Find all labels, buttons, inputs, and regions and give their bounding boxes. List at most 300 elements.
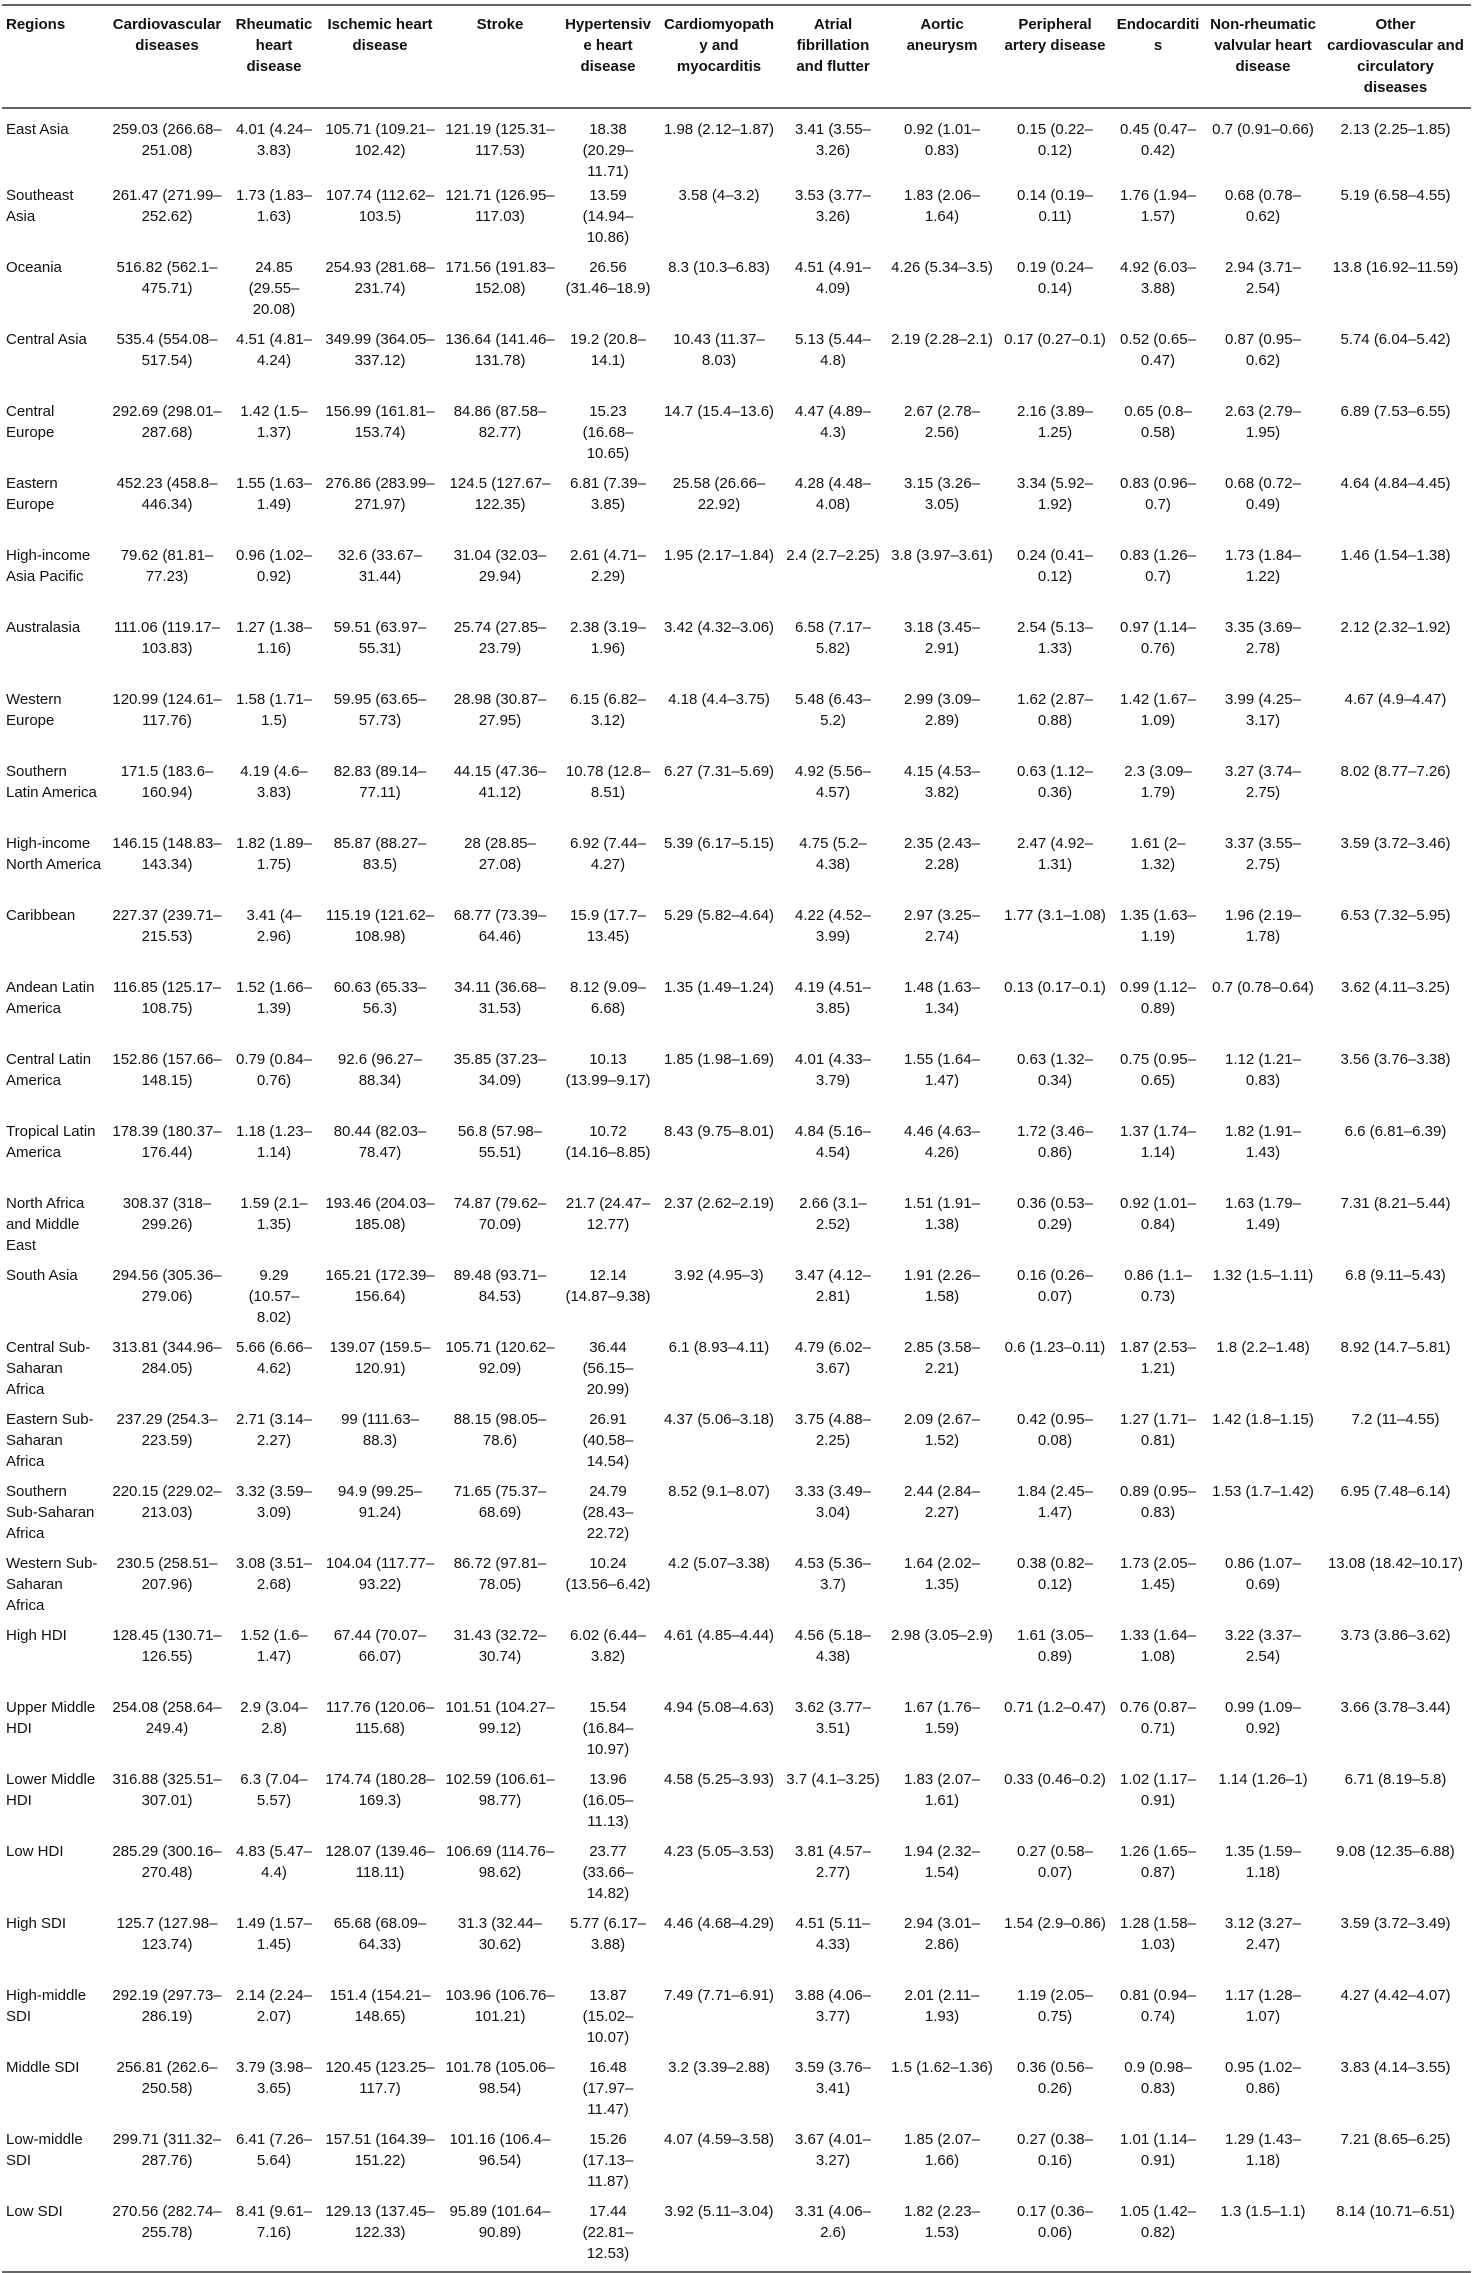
- value-cell: 1.82 (1.91–1.43): [1225, 1123, 1301, 1161]
- region-cell: Caribbean: [6, 907, 76, 924]
- value-cell: 0.81 (0.94–0.74): [1120, 1987, 1196, 2025]
- value-cell: 15.23 (16.68–10.65): [582, 403, 634, 462]
- value-cell: 1.85 (1.98–1.69): [663, 1051, 775, 1068]
- value-cell: 4.51 (5.11–4.33): [795, 1915, 871, 1953]
- value-cell: 261.47 (271.99–252.62): [112, 187, 222, 225]
- value-cell: 6.3 (7.04–5.57): [240, 1771, 308, 1809]
- value-cell: 99 (111.63–88.3): [341, 1411, 419, 1449]
- value-cell: 1.91 (2.26–1.58): [904, 1267, 980, 1305]
- value-cell: 84.86 (87.58–82.77): [453, 403, 547, 441]
- value-cell: 1.42 (1.5–1.37): [240, 403, 308, 441]
- value-cell: 1.42 (1.67–1.09): [1120, 691, 1196, 729]
- value-cell: 8.43 (9.75–8.01): [663, 1123, 775, 1140]
- value-cell: 292.19 (297.73–286.19): [112, 1987, 222, 2025]
- value-cell: 2.16 (3.89–1.25): [1017, 403, 1093, 441]
- value-cell: 28.98 (30.87–27.95): [453, 691, 547, 729]
- value-cell: 3.59 (3.72–3.49): [1340, 1915, 1451, 1932]
- value-cell: 124.5 (127.67–122.35): [449, 475, 551, 513]
- region-cell: Australasia: [6, 619, 81, 636]
- value-cell: 0.89 (0.95–0.83): [1120, 1483, 1196, 1521]
- value-cell: 1.52 (1.6–1.47): [240, 1627, 308, 1665]
- region-cell: Eastern Europe: [6, 475, 58, 513]
- table-row: [2, 1190, 1471, 1262]
- region-cell: Lower Middle HDI: [6, 1771, 96, 1809]
- region-cell: Low HDI: [6, 1843, 64, 1860]
- value-cell: 4.92 (6.03–3.88): [1120, 259, 1196, 297]
- value-cell: 3.56 (3.76–3.38): [1340, 1051, 1451, 1068]
- value-cell: 0.87 (0.95–0.62): [1225, 331, 1301, 369]
- region-cell: High-income North America: [6, 835, 102, 873]
- table-row: [2, 1406, 1471, 1478]
- value-cell: 516.82 (562.1–475.71): [116, 259, 218, 297]
- value-cell: 1.62 (2.87–0.88): [1017, 691, 1093, 729]
- value-cell: 0.63 (1.12–0.36): [1017, 763, 1093, 801]
- value-cell: 3.59 (3.76–3.41): [795, 2059, 871, 2097]
- value-cell: 8.41 (9.61–7.16): [228, 2198, 320, 2272]
- value-cell: 4.58 (5.25–3.93): [663, 1771, 775, 1788]
- value-cell: 1.19 (2.05–0.75): [1017, 1987, 1093, 2025]
- value-cell: 74.87 (79.62–70.09): [453, 1195, 547, 1233]
- value-cell: 101.51 (104.27–99.12): [445, 1699, 555, 1737]
- value-cell: 0.99 (1.09–0.92): [1225, 1699, 1301, 1737]
- region-cell: Western Europe: [6, 691, 62, 729]
- value-cell: 28 (28.85–27.08): [464, 835, 536, 873]
- value-cell: 7.2 (11–4.55): [1351, 1411, 1440, 1428]
- region-cell: South Asia: [6, 1267, 78, 1284]
- value-cell: 4.19 (4.51–3.85): [795, 979, 871, 1017]
- value-cell: 1.87 (2.53–1.21): [1120, 1339, 1196, 1377]
- value-cell: 1.12 (1.21–0.83): [1225, 1051, 1301, 1089]
- value-cell: 103.96 (106.76–101.21): [445, 1987, 555, 2025]
- value-cell: 13.96 (16.05–11.13): [582, 1771, 634, 1830]
- column-header: Stroke: [440, 5, 560, 108]
- table-row: [2, 614, 1471, 686]
- value-cell: 1.83 (2.07–1.61): [904, 1771, 980, 1809]
- value-cell: 0.68 (0.72–0.49): [1225, 475, 1301, 513]
- value-cell: 254.93 (281.68–231.74): [325, 259, 435, 297]
- value-cell: 4.47 (4.89–4.3): [795, 403, 871, 441]
- value-cell: 1.84 (2.45–1.47): [1017, 1483, 1093, 1521]
- value-cell: 1.73 (1.84–1.22): [1225, 547, 1301, 585]
- region-cell: Southeast Asia: [6, 187, 74, 225]
- region-cell: Western Sub-Saharan Africa: [6, 1555, 98, 1614]
- value-cell: 4.61 (4.85–4.44): [663, 1627, 775, 1644]
- table-row: [2, 182, 1471, 254]
- value-cell: 3.62 (3.77–3.51): [795, 1699, 871, 1737]
- value-cell: 4.67 (4.9–4.47): [1344, 691, 1447, 708]
- value-cell: 1.64 (2.02–1.35): [904, 1555, 980, 1593]
- value-cell: 25.74 (27.85–23.79): [453, 619, 547, 657]
- value-cell: 1.35 (1.49–1.24): [663, 979, 775, 996]
- value-cell: 4.22 (4.52–3.99): [795, 907, 871, 945]
- value-cell: 24.85 (29.55–20.08): [248, 259, 300, 318]
- value-cell: 14.7 (15.4–13.6): [663, 403, 775, 420]
- value-cell: 3.37 (3.55–2.75): [1225, 835, 1301, 873]
- column-header: Endocarditis: [1110, 5, 1206, 108]
- value-cell: 1.82 (2.23–1.53): [884, 2198, 1000, 2272]
- value-cell: 16.48 (17.97–11.47): [582, 2059, 634, 2118]
- value-cell: 2.94 (3.01–2.86): [904, 1915, 980, 1953]
- value-cell: 4.53 (5.36–3.7): [795, 1555, 871, 1593]
- value-cell: 0.36 (0.56–0.26): [1017, 2059, 1093, 2097]
- table-row: [2, 2054, 1471, 2126]
- value-cell: 171.5 (183.6–160.94): [120, 763, 214, 801]
- value-cell: 1.27 (1.38–1.16): [236, 619, 312, 657]
- region-cell: Oceania: [6, 259, 62, 276]
- region-cell: Central Sub-Saharan Africa: [6, 1339, 91, 1398]
- region-cell: Low-middle SDI: [6, 2131, 83, 2169]
- value-cell: 105.71 (120.62–92.09): [445, 1339, 555, 1377]
- value-cell: 0.83 (0.96–0.7): [1120, 475, 1196, 513]
- value-cell: 1.61 (2–1.32): [1130, 835, 1186, 873]
- value-cell: 88.15 (98.05–78.6): [453, 1411, 547, 1449]
- value-cell: 1.42 (1.8–1.15): [1212, 1411, 1314, 1428]
- value-cell: 4.2 (5.07–3.38): [668, 1555, 770, 1572]
- value-cell: 15.9 (17.7–13.45): [570, 907, 646, 945]
- column-header: Regions: [2, 5, 106, 108]
- value-cell: 4.51 (4.91–4.09): [795, 259, 871, 297]
- value-cell: 1.02 (1.17–0.91): [1120, 1771, 1196, 1809]
- value-cell: 65.68 (68.09–64.33): [333, 1915, 427, 1953]
- value-cell: 0.38 (0.82–0.12): [1017, 1555, 1093, 1593]
- value-cell: 3.8 (3.97–3.61): [891, 547, 993, 564]
- value-cell: 4.51 (4.81–4.24): [236, 331, 312, 369]
- value-cell: 0.42 (0.95–0.08): [1017, 1411, 1093, 1449]
- value-cell: 0.19 (0.24–0.14): [1017, 259, 1093, 297]
- value-cell: 111.06 (119.17–103.83): [114, 619, 220, 657]
- value-cell: 26.91 (40.58–14.54): [582, 1411, 634, 1470]
- value-cell: 1.33 (1.64–1.08): [1120, 1627, 1196, 1665]
- column-header: Other cardiovascular and circulatory diseases: [1320, 5, 1471, 108]
- value-cell: 117.76 (120.06–115.68): [325, 1699, 435, 1737]
- value-cell: 1.49 (1.57–1.45): [236, 1915, 312, 1953]
- value-cell: 10.72 (14.16–8.85): [565, 1123, 651, 1161]
- value-cell: 0.97 (1.14–0.76): [1120, 619, 1196, 657]
- value-cell: 6.02 (6.44–3.82): [570, 1627, 646, 1665]
- value-cell: 1.5 (1.62–1.36): [891, 2059, 993, 2076]
- region-cell: Upper Middle HDI: [6, 1699, 96, 1737]
- value-cell: 4.46 (4.63–4.26): [904, 1123, 980, 1161]
- value-cell: 0.36 (0.53–0.29): [1017, 1195, 1093, 1233]
- value-cell: 7.31 (8.21–5.44): [1340, 1195, 1451, 1212]
- value-cell: 0.79 (0.84–0.76): [236, 1051, 312, 1089]
- value-cell: 1.83 (2.06–1.64): [904, 187, 980, 225]
- value-cell: 3.81 (4.57–2.77): [795, 1843, 871, 1881]
- value-cell: 5.13 (5.44–4.8): [795, 331, 871, 369]
- value-cell: 316.88 (325.51–307.01): [112, 1771, 222, 1809]
- region-cell: High-income Asia Pacific: [6, 547, 91, 585]
- value-cell: 23.77 (33.66–14.82): [582, 1843, 634, 1902]
- value-cell: 3.12 (3.27–2.47): [1225, 1915, 1301, 1953]
- value-cell: 6.1 (8.93–4.11): [668, 1339, 770, 1356]
- value-cell: 230.5 (258.51–207.96): [116, 1555, 218, 1593]
- value-cell: 1.55 (1.63–1.49): [236, 475, 312, 513]
- value-cell: 3.67 (4.01–3.27): [795, 2131, 871, 2169]
- value-cell: 6.6 (6.81–6.39): [1344, 1123, 1447, 1140]
- column-header: Peripheral artery disease: [1000, 5, 1110, 108]
- value-cell: 2.99 (3.09–2.89): [904, 691, 980, 729]
- table-row: [2, 398, 1471, 470]
- value-cell: 107.74 (112.62–103.5): [325, 187, 435, 225]
- value-cell: 3.62 (4.11–3.25): [1341, 979, 1450, 996]
- value-cell: 1.37 (1.74–1.14): [1120, 1123, 1196, 1161]
- value-cell: 24.79 (28.43–22.72): [582, 1483, 634, 1542]
- column-header: Hypertensive heart disease: [560, 5, 656, 108]
- table-row: [2, 2126, 1471, 2198]
- value-cell: 1.35 (1.63–1.19): [1120, 907, 1196, 945]
- value-cell: 3.79 (3.98–3.65): [236, 2059, 312, 2097]
- value-cell: 2.71 (3.14–2.27): [236, 1411, 312, 1449]
- table-row: [2, 1478, 1471, 1550]
- value-cell: 220.15 (229.02–213.03): [112, 1483, 222, 1521]
- value-cell: 2.01 (2.11–1.93): [904, 1987, 980, 2025]
- value-cell: 116.85 (125.17–108.75): [112, 979, 222, 1017]
- value-cell: 0.6 (1.23–0.11): [1004, 1339, 1106, 1356]
- value-cell: 3.83 (4.14–3.55): [1340, 2059, 1451, 2076]
- column-header: Non-rheumatic valvular heart disease: [1206, 5, 1320, 108]
- value-cell: 3.47 (4.12–2.81): [795, 1267, 871, 1305]
- table-row: [2, 686, 1471, 758]
- region-cell: Tropical Latin America: [6, 1123, 96, 1161]
- value-cell: 3.08 (3.51–2.68): [236, 1555, 312, 1593]
- value-cell: 4.23 (5.05–3.53): [663, 1843, 775, 1860]
- value-cell: 5.48 (6.43–5.2): [795, 691, 871, 729]
- value-cell: 146.15 (148.83–143.34): [112, 835, 222, 873]
- table-row: [2, 758, 1471, 830]
- value-cell: 3.15 (3.26–3.05): [904, 475, 980, 513]
- table-row: [2, 1550, 1471, 1622]
- data-table: [2, 4, 1471, 2273]
- value-cell: 1.58 (1.71–1.5): [236, 691, 312, 729]
- value-cell: 104.04 (117.77–93.22): [325, 1555, 435, 1593]
- value-cell: 2.37 (2.62–2.19): [663, 1195, 775, 1212]
- value-cell: 10.13 (13.99–9.17): [565, 1051, 651, 1089]
- value-cell: 10.43 (11.37–8.03): [673, 331, 765, 369]
- value-cell: 2.12 (2.32–1.92): [1340, 619, 1451, 636]
- value-cell: 6.89 (7.53–6.55): [1340, 403, 1451, 420]
- value-cell: 2.3 (3.09–1.79): [1124, 763, 1192, 801]
- value-cell: 3.58 (4–3.2): [678, 187, 760, 204]
- value-cell: 5.19 (6.58–4.55): [1340, 187, 1451, 204]
- value-cell: 3.34 (5.92–1.92): [1017, 475, 1093, 513]
- value-cell: 1.3 (1.5–1.1): [1206, 2198, 1320, 2272]
- table-row: [2, 326, 1471, 398]
- value-cell: 1.67 (1.76–1.59): [904, 1699, 980, 1737]
- value-cell: 2.98 (3.05–2.9): [891, 1627, 993, 1644]
- value-cell: 2.09 (2.67–1.52): [904, 1411, 980, 1449]
- value-cell: 10.24 (13.56–6.42): [565, 1555, 651, 1593]
- value-cell: 256.81 (262.6–250.58): [116, 2059, 218, 2097]
- value-cell: 120.99 (124.61–117.76): [112, 691, 222, 729]
- value-cell: 0.14 (0.19–0.11): [1017, 187, 1093, 225]
- value-cell: 294.56 (305.36–279.06): [112, 1267, 222, 1305]
- column-header: Rheumatic heart disease: [228, 5, 320, 108]
- value-cell: 3.18 (3.45–2.91): [904, 619, 980, 657]
- value-cell: 1.48 (1.63–1.34): [904, 979, 980, 1017]
- value-cell: 8.92 (14.7–5.81): [1340, 1339, 1451, 1356]
- value-cell: 15.54 (16.84–10.97): [582, 1699, 634, 1758]
- value-cell: 68.77 (73.39–64.46): [453, 907, 547, 945]
- table-row: [2, 1694, 1471, 1766]
- value-cell: 2.19 (2.28–2.1): [891, 331, 993, 348]
- value-cell: 4.83 (5.47–4.4): [236, 1843, 312, 1881]
- value-cell: 0.86 (1.1–0.73): [1124, 1267, 1192, 1305]
- table-container: [0, 4, 1473, 2273]
- table-body: [2, 108, 1471, 2272]
- value-cell: 136.64 (141.46–131.78): [445, 331, 555, 369]
- region-cell: East Asia: [6, 121, 69, 138]
- value-cell: 1.18 (1.23–1.14): [236, 1123, 312, 1161]
- value-cell: 1.73 (1.83–1.63): [236, 187, 312, 225]
- value-cell: 1.17 (1.28–1.07): [1225, 1987, 1301, 2025]
- value-cell: 193.46 (204.03–185.08): [325, 1195, 435, 1233]
- region-cell: Central Asia: [6, 331, 87, 348]
- value-cell: 6.41 (7.26–5.64): [236, 2131, 312, 2169]
- value-cell: 36.44 (56.15–20.99): [582, 1339, 634, 1398]
- value-cell: 4.28 (4.48–4.08): [795, 475, 871, 513]
- value-cell: 1.05 (1.42–0.82): [1110, 2198, 1206, 2272]
- value-cell: 1.77 (3.1–1.08): [1004, 907, 1106, 924]
- value-cell: 31.43 (32.72–30.74): [453, 1627, 547, 1665]
- value-cell: 1.76 (1.94–1.57): [1120, 187, 1196, 225]
- value-cell: 1.28 (1.58–1.03): [1120, 1915, 1196, 1953]
- value-cell: 13.87 (15.02–10.07): [582, 1987, 634, 2046]
- value-cell: 0.92 (1.01–0.84): [1120, 1195, 1196, 1233]
- value-cell: 5.29 (5.82–4.64): [663, 907, 775, 924]
- value-cell: 4.75 (5.2–4.38): [799, 835, 867, 873]
- value-cell: 299.71 (311.32–287.76): [112, 2131, 222, 2169]
- value-cell: 3.32 (3.59–3.09): [236, 1483, 312, 1521]
- value-cell: 95.89 (101.64–90.89): [440, 2198, 560, 2272]
- value-cell: 12.14 (14.87–9.38): [565, 1267, 651, 1305]
- value-cell: 2.35 (2.43–2.28): [904, 835, 980, 873]
- value-cell: 1.72 (3.46–0.86): [1017, 1123, 1093, 1161]
- table-row: [2, 1334, 1471, 1406]
- value-cell: 4.37 (5.06–3.18): [663, 1411, 775, 1428]
- value-cell: 0.92 (1.01–0.83): [904, 121, 980, 159]
- value-cell: 254.08 (258.64–249.4): [112, 1699, 222, 1737]
- value-cell: 1.55 (1.64–1.47): [904, 1051, 980, 1089]
- value-cell: 0.95 (1.02–0.86): [1225, 2059, 1301, 2097]
- table-row: [2, 1766, 1471, 1838]
- value-cell: 101.78 (105.06–98.54): [445, 2059, 555, 2097]
- value-cell: 6.8 (9.11–5.43): [1345, 1267, 1446, 1284]
- value-cell: 3.92 (4.95–3): [674, 1267, 764, 1284]
- value-cell: 19.2 (20.8–14.1): [570, 331, 646, 369]
- value-cell: 6.92 (7.44–4.27): [570, 835, 646, 873]
- region-cell: Middle SDI: [6, 2059, 80, 2076]
- value-cell: 0.27 (0.58–0.07): [1017, 1843, 1093, 1881]
- value-cell: 276.86 (283.99–271.97): [325, 475, 435, 513]
- value-cell: 2.44 (2.84–2.27): [904, 1483, 980, 1521]
- value-cell: 102.59 (106.61–98.77): [445, 1771, 555, 1809]
- value-cell: 1.46 (1.54–1.38): [1340, 547, 1451, 564]
- column-header: Cardiovascular diseases: [106, 5, 228, 108]
- value-cell: 4.01 (4.24–3.83): [236, 121, 312, 159]
- value-cell: 0.16 (0.26–0.07): [1017, 1267, 1093, 1305]
- value-cell: 3.92 (5.11–3.04): [656, 2198, 782, 2272]
- value-cell: 0.17 (0.36–0.06): [1000, 2198, 1110, 2272]
- value-cell: 0.15 (0.22–0.12): [1017, 121, 1093, 159]
- value-cell: 0.9 (0.98–0.83): [1124, 2059, 1192, 2097]
- region-cell: North Africa and Middle East: [6, 1195, 85, 1254]
- value-cell: 9.29 (10.57–8.02): [248, 1267, 300, 1326]
- value-cell: 5.74 (6.04–5.42): [1340, 331, 1451, 348]
- value-cell: 4.79 (6.02–3.67): [795, 1339, 871, 1377]
- value-cell: 31.04 (32.03–29.94): [453, 547, 547, 585]
- value-cell: 270.56 (282.74–255.78): [106, 2198, 228, 2272]
- value-cell: 86.72 (97.81–78.05): [453, 1555, 547, 1593]
- value-cell: 0.33 (0.46–0.2): [1004, 1771, 1106, 1788]
- value-cell: 8.12 (9.09–6.68): [570, 979, 646, 1017]
- value-cell: 4.56 (5.18–4.38): [795, 1627, 871, 1665]
- value-cell: 2.97 (3.25–2.74): [904, 907, 980, 945]
- value-cell: 0.96 (1.02–0.92): [236, 547, 312, 585]
- value-cell: 0.45 (0.47–0.42): [1120, 121, 1196, 159]
- value-cell: 6.15 (6.82–3.12): [570, 691, 646, 729]
- value-cell: 3.99 (4.25–3.17): [1225, 691, 1301, 729]
- value-cell: 3.22 (3.37–2.54): [1225, 1627, 1301, 1665]
- value-cell: 2.13 (2.25–1.85): [1340, 121, 1451, 138]
- table-row: [2, 1982, 1471, 2054]
- value-cell: 2.66 (3.1–2.52): [799, 1195, 867, 1233]
- value-cell: 3.27 (3.74–2.75): [1225, 763, 1301, 801]
- value-cell: 227.37 (239.71–215.53): [112, 907, 222, 945]
- value-cell: 128.07 (139.46–118.11): [325, 1843, 435, 1881]
- value-cell: 94.9 (99.25–91.24): [337, 1483, 423, 1521]
- value-cell: 165.21 (172.39–156.64): [325, 1267, 435, 1305]
- value-cell: 17.44 (22.81–12.53): [560, 2198, 656, 2272]
- value-cell: 1.85 (2.07–1.66): [904, 2131, 980, 2169]
- value-cell: 0.65 (0.8–0.58): [1124, 403, 1192, 441]
- value-cell: 60.63 (65.33–56.3): [333, 979, 427, 1017]
- value-cell: 0.13 (0.17–0.1): [1004, 979, 1106, 996]
- region-cell: Central Latin America: [6, 1051, 92, 1089]
- value-cell: 31.3 (32.44–30.62): [457, 1915, 543, 1953]
- value-cell: 92.6 (96.27–88.34): [337, 1051, 423, 1089]
- value-cell: 0.76 (0.87–0.71): [1120, 1699, 1196, 1737]
- value-cell: 129.13 (137.45–122.33): [320, 2198, 440, 2272]
- value-cell: 4.26 (5.34–3.5): [891, 259, 993, 276]
- value-cell: 3.2 (3.39–2.88): [668, 2059, 770, 2076]
- table-row: [2, 542, 1471, 614]
- region-cell: High SDI: [6, 1915, 67, 1932]
- value-cell: 3.42 (4.32–3.06): [663, 619, 775, 636]
- column-header: Atrial fibrillation and flutter: [782, 5, 884, 108]
- value-cell: 171.56 (191.83–152.08): [445, 259, 555, 297]
- value-cell: 105.71 (109.21–102.42): [325, 121, 435, 159]
- value-cell: 308.37 (318–299.26): [122, 1195, 212, 1233]
- value-cell: 35.85 (37.23–34.09): [453, 1051, 547, 1089]
- value-cell: 139.07 (159.5–120.91): [329, 1339, 431, 1377]
- header-row: [2, 5, 1471, 108]
- value-cell: 6.53 (7.32–5.95): [1340, 907, 1451, 924]
- value-cell: 0.71 (1.2–0.47): [1004, 1699, 1106, 1716]
- value-cell: 4.18 (4.4–3.75): [668, 691, 770, 708]
- value-cell: 56.8 (57.98–55.51): [457, 1123, 543, 1161]
- value-cell: 285.29 (300.16–270.48): [112, 1843, 222, 1881]
- value-cell: 1.53 (1.7–1.42): [1212, 1483, 1314, 1500]
- value-cell: 0.24 (0.41–0.12): [1017, 547, 1093, 585]
- value-cell: 26.56 (31.46–18.9): [565, 259, 651, 297]
- value-cell: 3.31 (4.06–2.6): [782, 2198, 884, 2272]
- value-cell: 4.27 (4.42–4.07): [1340, 1987, 1451, 2004]
- value-cell: 1.61 (3.05–0.89): [1017, 1627, 1093, 1665]
- value-cell: 0.7 (0.78–0.64): [1212, 979, 1314, 996]
- value-cell: 8.02 (8.77–7.26): [1340, 763, 1451, 780]
- value-cell: 3.41 (3.55–3.26): [795, 121, 871, 159]
- value-cell: 6.27 (7.31–5.69): [663, 763, 775, 780]
